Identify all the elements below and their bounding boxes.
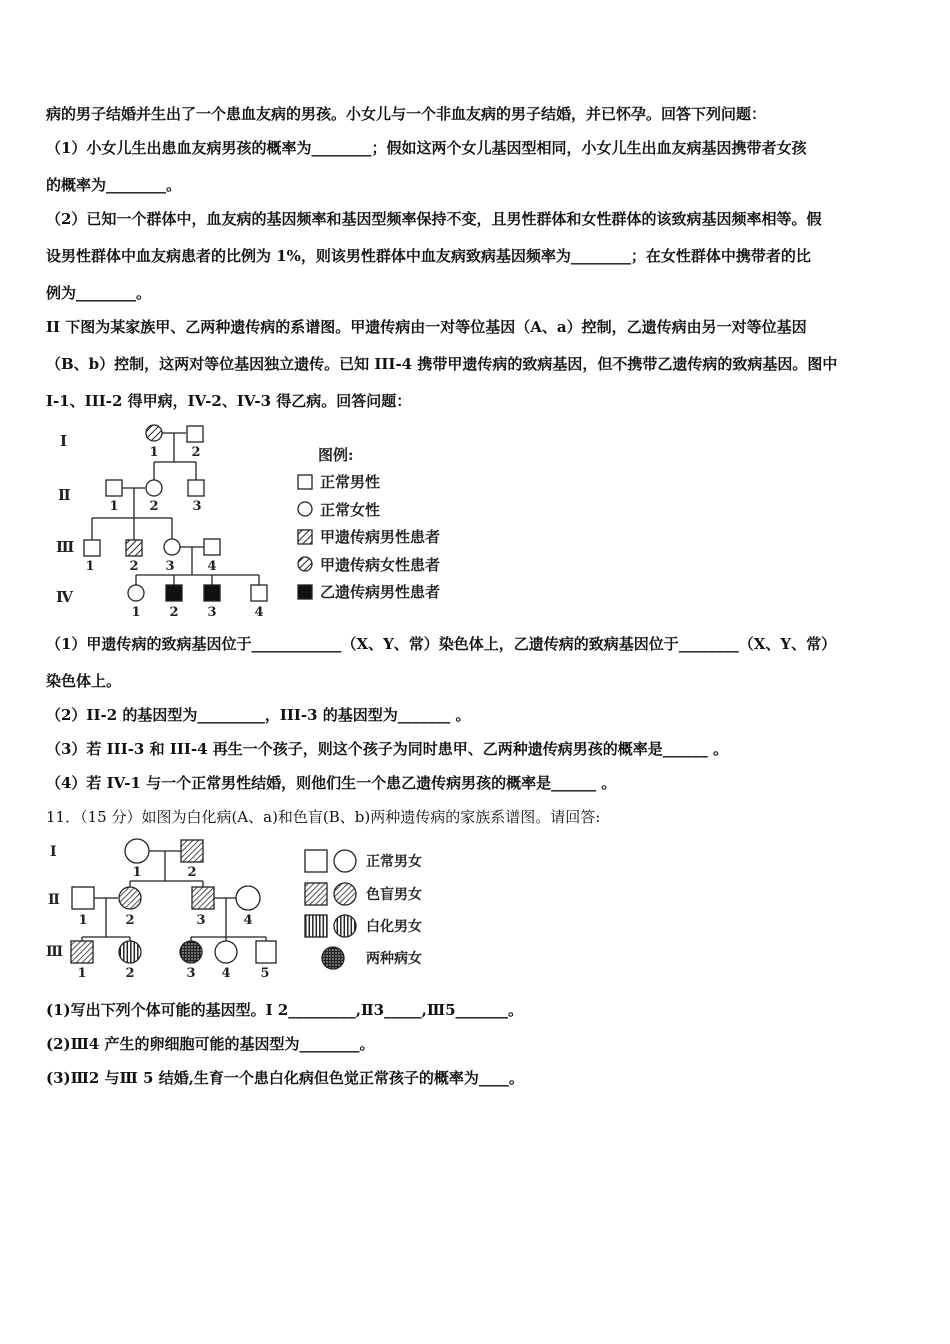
legend1-label: 甲遗传病女性患者 [320, 556, 441, 574]
pedigree1-II-2 [146, 480, 162, 496]
legend1-yi-male-symbol [298, 585, 312, 599]
pedigree1-III-4 [204, 539, 220, 555]
text-line-1: 病的男子结婚并生出了一个患血友病的男孩。小女儿与一个非血友病的男子结婚，并已怀孕。回答下列问题： [46, 105, 767, 123]
legend2-both-diseases-female-symbol [322, 947, 344, 969]
pedigree1-num: 2 [129, 559, 139, 574]
legend2-label: 正常男女 [366, 854, 422, 870]
pedigree2-gen-label: Ⅲ [46, 944, 64, 960]
question-1-2-end: 例为________。 [46, 284, 152, 302]
pedigree1-num: 1 [149, 445, 159, 460]
legend1-title: 图例: [318, 446, 354, 464]
legend2-label: 色盲男女 [366, 887, 422, 903]
pedigree2-num: 1 [132, 865, 142, 880]
pedigree1-num: 1 [109, 499, 119, 514]
pedigree1-gen-label: Ⅰ [60, 432, 68, 450]
legend2-colorblind-female-symbol [334, 883, 356, 905]
pedigree2-gen-label: Ⅱ [48, 892, 60, 908]
pedigree2-num: 4 [221, 966, 231, 981]
question-1-1: （1）小女儿生出患血友病男孩的概率为________；假如这两个女儿基因型相同，小女儿生出血友病基因携带者女孩 [46, 139, 807, 157]
pedigree1-num: 4 [254, 605, 264, 620]
pedigree2-II-4 [236, 886, 260, 910]
pedigree2-num: 1 [78, 913, 88, 928]
pedigree1-III-3 [164, 539, 180, 555]
pedigree2-II-2 [119, 887, 141, 909]
pedigree-figure-1 [46, 418, 476, 623]
question-2-2: （2）II-2 的基因型为_________，III-3 的基因型为_______ 。 [46, 706, 471, 724]
pedigree2-I-1 [125, 839, 149, 863]
question-2-4: （4）若 IV-1 与一个正常男性结婚，则他们生一个患乙遗传病男孩的概率是______ 。 [46, 774, 617, 792]
question-2-3: （3）若 III-3 和 III-4 再生一个孩子，则这个孩子为同时患甲、乙两种遗传病男孩的概率是______ 。 [46, 740, 728, 758]
pedigree1-num: 2 [149, 499, 159, 514]
pedigree1-num: 2 [169, 605, 179, 620]
legend1-label: 正常女性 [320, 501, 381, 519]
pedigree2-III-3 [180, 941, 202, 963]
pedigree1-IV-1 [128, 585, 144, 601]
part-ii-intro-cont: （B、b）控制，这两对等位基因独立遗传。已知 III-4 携带甲遗传病的致病基因，但不携带乙遗传病的致病基因。图中 [46, 355, 838, 373]
part-ii-intro: II 下图为某家族甲、乙两种遗传病的系谱图。甲遗传病由一对等位基因（A、a）控制，乙遗传病由另一对等位基因 [46, 318, 807, 336]
part-ii-intro-end: I-1、III-2 得甲病，IV-2、IV-3 得乙病。回答问题： [46, 392, 412, 410]
pedigree2-num: 4 [243, 913, 253, 928]
legend1-label: 正常男性 [320, 473, 381, 491]
pedigree1-num: 3 [207, 605, 217, 620]
pedigree2-III-1 [71, 941, 93, 963]
pedigree2-num: 5 [260, 966, 270, 981]
pedigree1-II-1 [106, 480, 122, 496]
pedigree1-II-3 [188, 480, 204, 496]
question-1-1-cont: 的概率为________。 [46, 176, 182, 194]
pedigree2-num: 3 [196, 913, 206, 928]
legend2-label: 两种病女 [366, 951, 422, 967]
question-11-3: (3)Ⅲ2 与Ⅲ 5 结婚,生育一个患白化病但色觉正常孩子的概率为____。 [46, 1069, 524, 1087]
pedigree1-num: 3 [165, 559, 175, 574]
question-11-1: (1)写出下列个体可能的基因型。Ⅰ 2_________,Ⅱ3_____,Ⅲ5_______。 [46, 1001, 524, 1019]
pedigree1-I-1 [146, 425, 162, 441]
legend1-jia-female-symbol [298, 557, 312, 571]
pedigree2-II-3 [192, 887, 214, 909]
question-2-1: （1）甲遗传病的致病基因位于____________（X、Y、常）染色体上，乙遗传病的致病基因位于________（X、Y、常） [46, 635, 837, 653]
pedigree1-IV-4 [251, 585, 267, 601]
pedigree1-num: 4 [207, 559, 217, 574]
pedigree1-num: 3 [192, 499, 202, 514]
legend2-normal-female-symbol [334, 850, 356, 872]
pedigree1-IV-2 [166, 585, 182, 601]
pedigree1-III-2 [126, 540, 142, 556]
pedigree2-num: 2 [125, 966, 135, 981]
legend1-label: 乙遗传病男性患者 [320, 583, 441, 601]
pedigree2-III-2 [119, 941, 141, 963]
pedigree1-num: 1 [131, 605, 141, 620]
question-1-2: （2）已知一个群体中，血友病的基因频率和基因型频率保持不变，且男性群体和女性群体的该致病基因频率相等。假 [46, 210, 822, 228]
pedigree1-gen-label: Ⅲ [56, 538, 75, 556]
pedigree2-num: 3 [186, 966, 196, 981]
question-11-2: (2)Ⅲ4 产生的卵细胞可能的基因型为________。 [46, 1035, 375, 1053]
legend2-label: 白化男女 [366, 919, 422, 935]
legend2-albino-female-symbol [334, 915, 356, 937]
pedigree2-I-2 [181, 840, 203, 862]
pedigree1-gen-label: Ⅱ [58, 486, 71, 504]
pedigree2-II-1 [72, 887, 94, 909]
pedigree2-num: 2 [187, 865, 197, 880]
pedigree1-III-1 [84, 540, 100, 556]
pedigree2-num: 2 [125, 913, 135, 928]
legend2-colorblind-male-symbol [305, 883, 327, 905]
pedigree2-num: 1 [77, 966, 87, 981]
legend1-normal-female-symbol [298, 502, 312, 516]
legend2-albino-male-symbol [305, 915, 327, 937]
pedigree1-num: 1 [85, 559, 95, 574]
question-2-1-cont: 染色体上。 [46, 672, 122, 690]
legend1-label: 甲遗传病男性患者 [320, 528, 441, 546]
question-11-heading: 11．（15 分）如图为白化病(A、a)和色盲(B、b)两种遗传病的家族系谱图。请回答: [46, 808, 601, 826]
legend1-jia-male-symbol [298, 530, 312, 544]
legend1-normal-male-symbol [298, 475, 312, 489]
pedigree-figure-2 [46, 834, 446, 982]
pedigree1-IV-3 [204, 585, 220, 601]
pedigree1-I-2 [187, 426, 203, 442]
question-1-2-cont: 设男性群体中血友病患者的比例为 1%，则该男性群体中血友病致病基因频率为________；在女性群体中携带者的比 [46, 247, 811, 265]
pedigree1-num: 2 [191, 445, 201, 460]
pedigree2-III-4 [215, 941, 237, 963]
legend2-normal-male-symbol [305, 850, 327, 872]
pedigree2-III-5 [256, 941, 276, 963]
pedigree1-gen-label: Ⅳ [56, 588, 74, 606]
pedigree2-gen-label: Ⅰ [50, 844, 57, 860]
